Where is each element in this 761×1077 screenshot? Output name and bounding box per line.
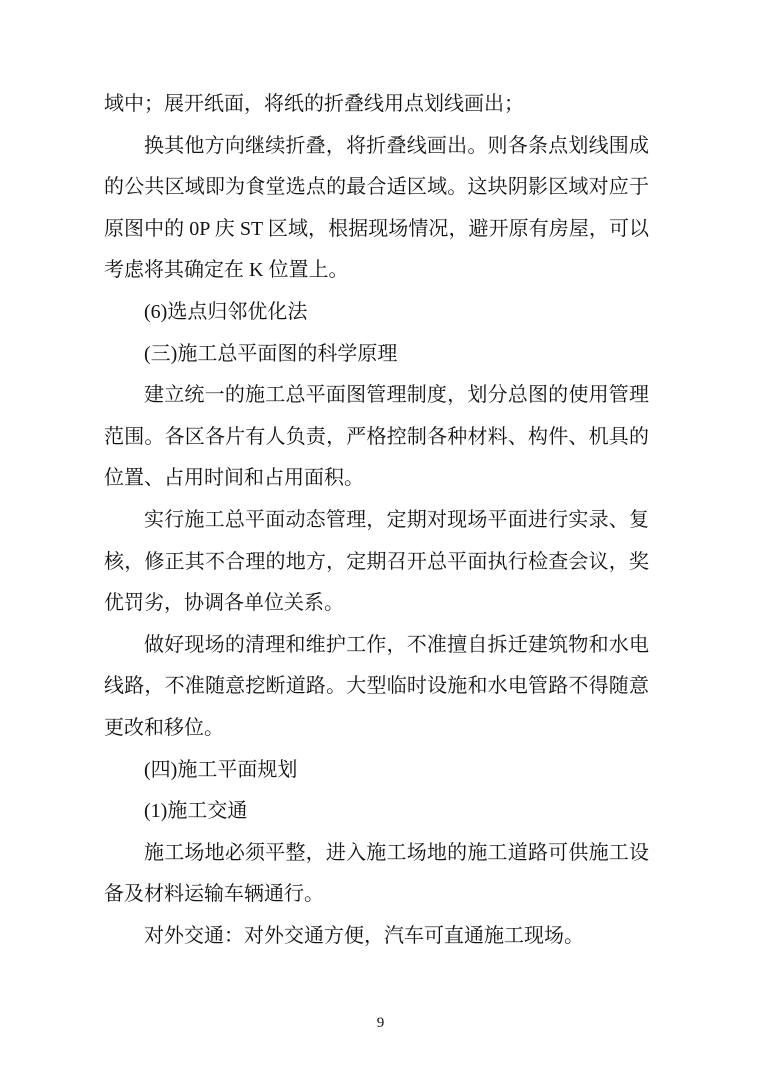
- page-number: 9: [376, 1015, 385, 1031]
- paragraph: 做好现场的清理和维护工作，不准擅自拆迁建筑物和水电线路，不准随意挖断道路。大型临时设施和水电管路不得随意更改和移位。: [104, 633, 649, 739]
- paragraph: 施工场地必须平整，进入施工场地的施工道路可供施工设备及材料运输车辆通行。: [104, 841, 649, 906]
- paragraph: 建立统一的施工总平面图管理制度，划分总图的使用管理范围。各区各片有人负责，严格控制各种材料、构件、机具的位置、占用时间和占用面积。: [104, 384, 649, 490]
- section-heading: (三)施工总平面图的科学原理: [144, 342, 398, 365]
- paragraph: 对外交通：对外交通方便，汽车可直通施工现场。: [144, 924, 584, 947]
- paragraph: 域中；展开纸面，将纸的折叠线用点划线画出；: [104, 93, 524, 115]
- paragraph: 实行施工总平面动态管理，定期对现场平面进行实录、复核，修正其不合理的地方，定期召开总平面执行检查会议，奖优罚劣，协调各单位关系。: [104, 508, 649, 615]
- list-item-heading: (1)施工交通: [144, 800, 248, 823]
- page-body: [104, 84, 649, 957]
- paragraph: 换其他方向继续折叠，将折叠线画出。则各条点划线围成的公共区域即为食堂选点的最合适区域。这块阴影区域对应于原图中的 0P 庆 ST 区域，根据现场情况，避开原有房屋，可以考虑将其确定在 K 位置上。: [104, 134, 649, 282]
- list-item-heading: (6)选点归邻优化法: [144, 300, 308, 323]
- section-heading: (四)施工平面规划: [144, 758, 298, 781]
